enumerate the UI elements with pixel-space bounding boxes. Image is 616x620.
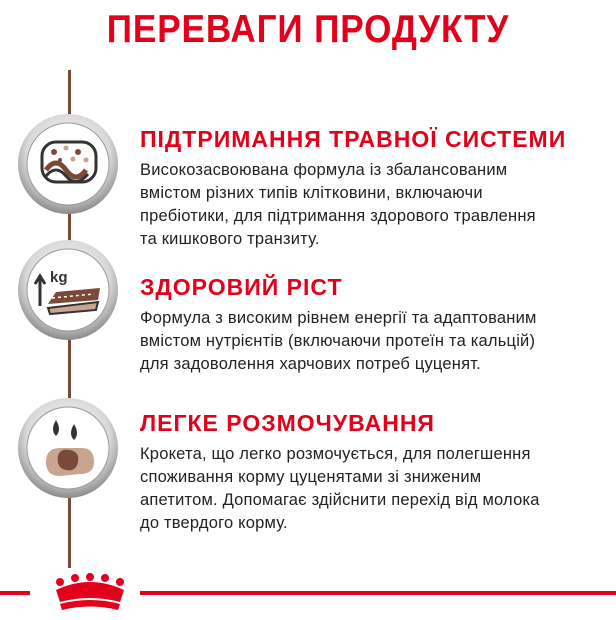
growth-weight-icon bbox=[16, 238, 120, 342]
feature-heading: ЗДОРОВИЙ РІСТ bbox=[140, 274, 343, 300]
page-title: ПЕРЕВАГИ ПРОДУКТУ bbox=[106, 8, 510, 51]
feature-easy-rehydration bbox=[140, 410, 602, 535]
feature-healthy-growth bbox=[140, 274, 602, 376]
feature-heading: ЛЕГКЕ РОЗМОЧУВАННЯ bbox=[140, 410, 435, 436]
feature-description: Високозасвоювана формула із збалансованим вмістом різних типів клітковини, включаючи пребіотики, для підтримання здорового травлення та кишкового транзиту. bbox=[140, 161, 536, 248]
rehydration-icon bbox=[16, 396, 120, 500]
feature-description: Формула з високим рівнем енергії та адаптованим вмістом нутрієнтів (включаючи протеїн та кальцій) для задоволення харчових потреб цуценят. bbox=[140, 309, 537, 373]
royal-canin-crown-logo bbox=[30, 568, 140, 618]
feature-heading: ПІДТРИМАННЯ ТРАВНОЇ СИСТЕМИ bbox=[140, 126, 567, 152]
feature-description: Крокета, що легко розмочується, для полегшення споживання корму цуценятами зі зниженим апетитом. Допомагає здійснити перехід від молока до твердого корму. bbox=[140, 445, 540, 532]
digestion-icon bbox=[16, 112, 120, 216]
kg-label: kg bbox=[50, 269, 68, 286]
feature-digestive-support bbox=[140, 126, 602, 251]
